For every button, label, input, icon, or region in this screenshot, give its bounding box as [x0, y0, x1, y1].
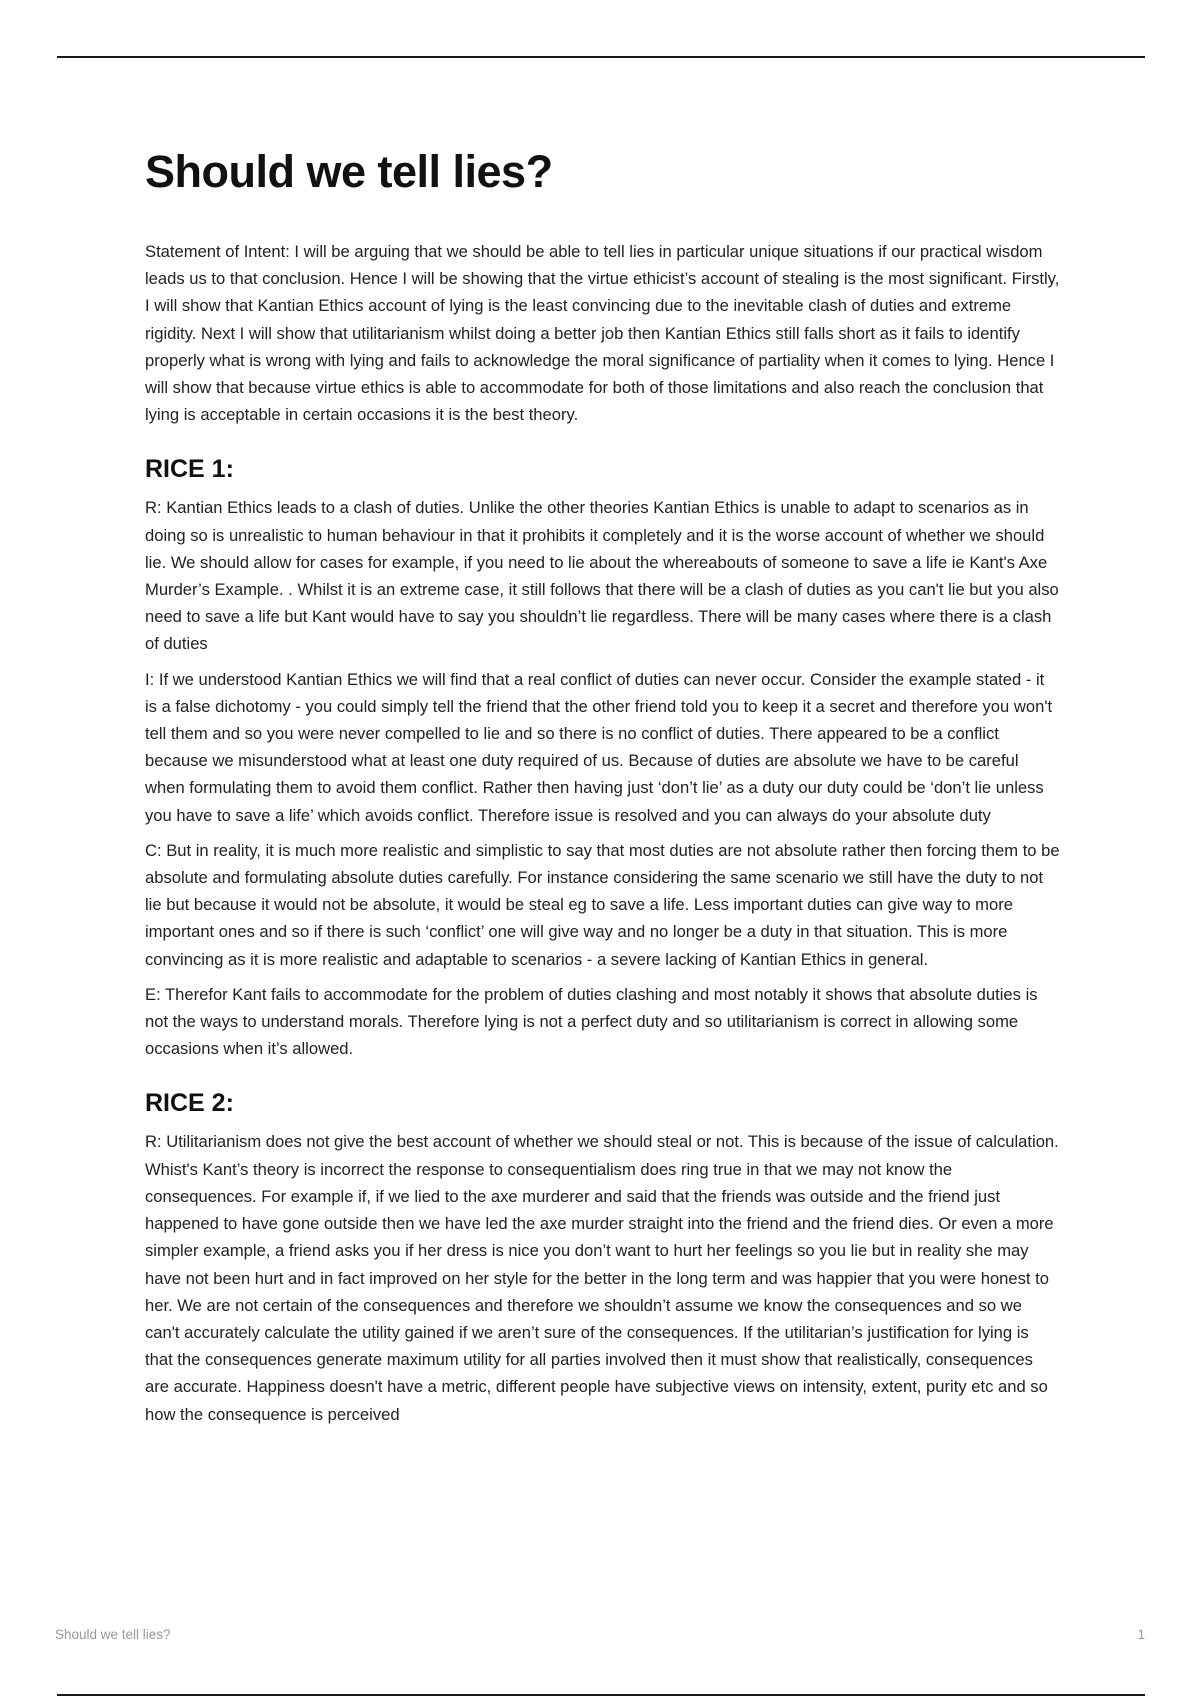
rice-1-paragraph-e: E: Therefor Kant fails to accommodate for the problem of duties clashing and most notably it shows that absolute duties is not the ways to understand morals. Therefore lying is not a perfect duty and so utilitarianism is correct in allowing some occasions when it’s allowed.: [145, 984, 1038, 1059]
header-rule: [57, 56, 1145, 58]
rice-2-paragraph-r: R: Utilitarianism does not give the best account of whether we should steal or not. This is because of the issue of calculation. Whist's Kant’s theory is incorrect the response to consequentialism does ring true in that we may not know the consequences. For example if, if we lied to the axe murderer and said that the friends was outside and the friend just happened to have gone outside then we have led the axe murder straight into the friend and the friend dies. Or even a more simpler example, a friend asks you if her dress is nice you don’t want to hurt her feelings so you lie but in reality she may have not been hurt and in fact improved on her style for the better in the long term and was happier that you were honest to her. We are not certain of the consequences and therefore we shouldn’t assume we know the consequences and so we can't accurately calculate the utility gained if we aren’t sure of the consequences. If the utilitarian’s justification for lying is that the consequences generate maximum utility for all parties involved then it must show that realistically, consequences are accurate. Happiness doesn't have a metric, different people have subjective views on intensity, extent, purity etc and so how the consequence is perceived: [145, 1132, 1059, 1424]
rice-1-paragraph-c: C: But in reality, it is much more realistic and simplistic to say that most duties are not absolute rather then forcing them to be absolute and formulating absolute duties carefully. For instance considering the same scenario we still have the duty to not lie but because it would not be absolute, it would be steal eg to save a life. Less important duties can give way to more important ones and so if there is such ‘conflict’ one will give way and no longer be a duty in that situation. This is more convincing as it is more realistic and adaptable to scenarios - a severe lacking of Kantian Ethics in general.: [145, 840, 1060, 969]
footer-document-title: Should we tell lies?: [55, 1627, 171, 1642]
section-heading-rice-1: RICE 1:: [145, 455, 234, 484]
rice-1-paragraph-i: I: If we understood Kantian Ethics we will find that a real conflict of duties can never occur. Consider the example stated - it is a false dichotomy - you could simply tell the friend that the other friend told you to keep it a secret and therefore you won't tell them and so you were never compelled to lie and so there is no conflict of duties. There appeared to be a conflict because we misunderstood what at least one duty required of us. Because of duties are absolute we have to be careful when formulating them to avoid them conflict. Rather then having just ‘don’t lie’ as a duty our duty could be ‘don’t lie unless you have to save a life’ which avoids conflict. Therefore issue is resolved and you can always do your absolute duty: [145, 669, 1053, 825]
document-title: Should we tell lies?: [145, 146, 553, 197]
footer-page-number: 1: [1137, 1627, 1145, 1642]
footer-rule: [57, 1694, 1145, 1696]
document-body: [145, 140, 1060, 1428]
rice-1-paragraph-r: R: Kantian Ethics leads to a clash of duties. Unlike the other theories Kantian Ethics is unable to adapt to scenarios as in doing so is unrealistic to human behaviour in that it prohibits it completely and it is the worse account of whether we should lie. We should allow for cases for example, if you need to lie about the whereabouts of someone to save a life ie Kant's Axe Murder’s Example. . Whilst it is an extreme case, it still follows that there will be a clash of duties as you can't lie but you also need to save a life but Kant would have to say you shouldn’t lie regardless. There will be many cases where there is a clash of duties: [145, 498, 1059, 654]
statement-of-intent: Statement of Intent: I will be arguing that we should be able to tell lies in particular unique situations if our practical wisdom leads us to that conclusion. Hence I will be showing that the virtue ethicist’s account of stealing is the most significant. Firstly, I will show that Kantian Ethics account of lying is the least convincing due to the inevitable clash of duties and extreme rigidity. Next I will show that utilitarianism whilst doing a better job then Kantian Ethics still falls short as it fails to identify properly what is wrong with lying and fails to acknowledge the moral significance of partiality when it comes to lying. Hence I will show that because virtue ethics is able to accommodate for both of those limitations and also reach the conclusion that lying is acceptable in certain occasions it is the best theory.: [145, 242, 1060, 425]
section-heading-rice-2: RICE 2:: [145, 1089, 234, 1118]
